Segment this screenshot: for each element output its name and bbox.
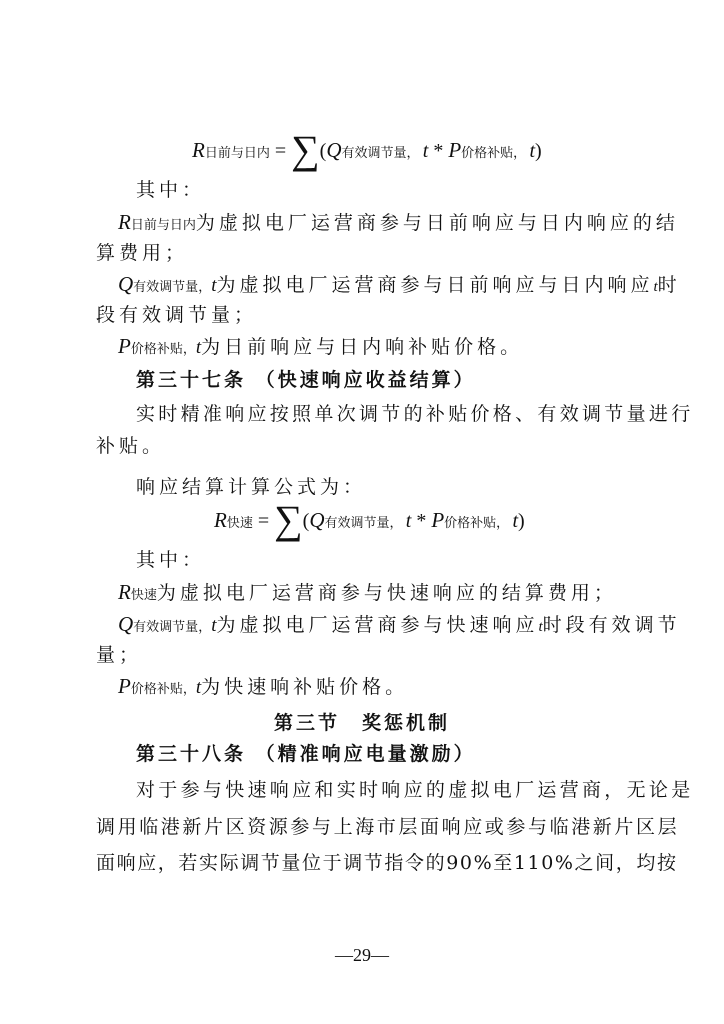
formula-q-var: Q — [309, 508, 325, 532]
def-var: Q — [118, 612, 134, 636]
close-paren: ) — [518, 510, 525, 532]
def-t-var: t — [195, 337, 202, 358]
paragraph-line: 面响应，若实际调节量位于调节指令的90%至110%之间，均按 — [96, 852, 678, 874]
def-text: 为虚拟电厂运营商参与快速响应的结算费用； — [156, 582, 617, 604]
def-subscript: 有效调节量 — [133, 280, 199, 295]
def-subscript: 价格补贴 — [130, 342, 183, 357]
formula-p-var: P — [431, 508, 445, 532]
definition-r-fast — [118, 580, 617, 608]
definition-q-effective — [118, 272, 681, 300]
paragraph-line: 对于参与快速响应和实时响应的虚拟电厂运营商，无论是 — [136, 779, 694, 801]
formula-p-var: P — [448, 138, 462, 162]
paragraph-line: 响应结算计算公式为： — [136, 476, 367, 498]
def-var: P — [118, 674, 131, 698]
def-t-var: t — [211, 275, 217, 296]
comma: ， — [198, 620, 212, 635]
def-subscript: 日前与日内 — [130, 218, 196, 233]
def-subscript: 有效调节量 — [133, 620, 199, 635]
def-text: 为虚拟电厂运营商参与日前响应与日内响应 — [216, 274, 654, 296]
formula-q-var: Q — [326, 138, 342, 162]
open-paren: ( — [319, 140, 327, 162]
def-text: 为虚拟电厂运营商参与快速响应 — [216, 614, 539, 636]
def-subscript: 价格补贴 — [130, 682, 183, 697]
def-text: 为日前响应与日内响补贴价格。 — [201, 336, 524, 358]
definition-continuation: 段有效调节量； — [96, 304, 258, 326]
formula-t-var: t — [422, 140, 429, 162]
section-heading: 第三节 奖惩机制 — [273, 712, 450, 734]
multiply-sign: * — [411, 510, 432, 532]
formula-lhs-var: R — [214, 508, 227, 532]
definition-continuation: 算费用； — [96, 242, 189, 264]
formula-p-subscript: 价格补贴 — [461, 145, 514, 160]
paragraph-line: 补贴。 — [96, 435, 166, 457]
formula-q-subscript: 有效调节量 — [341, 145, 407, 160]
def-subscript: 快速 — [130, 588, 157, 603]
formula-lhs-subscript: 日前与日内 — [204, 145, 270, 160]
definition-continuation: 量； — [96, 644, 143, 666]
sum-symbol: ∑ — [274, 497, 303, 542]
sum-symbol: ∑ — [291, 127, 320, 172]
formula-p-subscript: 价格补贴 — [444, 515, 497, 530]
formula-q-subscript: 有效调节量 — [324, 515, 390, 530]
formula-lhs-subscript: 快速 — [226, 515, 253, 530]
def-text: 为快速响补贴价格。 — [201, 676, 409, 698]
formula-fast-response — [214, 497, 525, 543]
definition-p-subsidy-fast — [118, 674, 408, 702]
def-text: 为虚拟电厂运营商参与日前响应与日内响应的结 — [195, 212, 679, 234]
equals-sign: = — [257, 510, 270, 532]
comma: ， — [182, 342, 196, 357]
equals-sign: = — [274, 140, 287, 162]
definition-r-day-ahead — [118, 210, 679, 238]
comma: ， — [182, 682, 196, 697]
comma: ， — [389, 515, 403, 530]
formula-day-ahead-intraday — [192, 127, 542, 173]
comma: ， — [406, 145, 420, 160]
formula-t-var: t — [529, 140, 535, 162]
paragraph-line: 调用临港新片区资源参与上海市层面响应或参与临港新片区层 — [96, 816, 680, 838]
label-qizhong: 其中： — [136, 549, 206, 571]
article-38-heading: 第三十八条 （精准响应电量激励） — [136, 743, 476, 765]
article-37-heading: 第三十七条 （快速响应收益结算） — [136, 369, 476, 391]
formula-t-var: t — [405, 510, 412, 532]
formula-lhs-var: R — [192, 138, 205, 162]
comma: ， — [513, 145, 527, 160]
def-t-inline: t — [653, 279, 658, 295]
comma: ， — [496, 515, 510, 530]
def-text: 时 — [657, 274, 681, 296]
def-var: Q — [118, 272, 134, 296]
def-t-var: t — [195, 677, 202, 698]
def-t-inline: t — [538, 619, 543, 635]
def-var: P — [118, 334, 131, 358]
formula-t-var: t — [512, 510, 518, 532]
close-paren: ) — [535, 140, 542, 162]
open-paren: ( — [302, 510, 310, 532]
def-text: 时段有效调节 — [542, 614, 681, 636]
def-t-var: t — [211, 615, 217, 636]
page-number: —29— — [335, 945, 389, 965]
def-var: R — [118, 580, 131, 604]
definition-p-subsidy — [118, 334, 523, 362]
definition-q-effective-fast — [118, 612, 681, 640]
comma: ， — [198, 280, 212, 295]
paragraph-line: 实时精准响应按照单次调节的补贴价格、有效调节量进行 — [136, 403, 694, 425]
multiply-sign: * — [428, 140, 449, 162]
label-qizhong: 其中： — [136, 179, 206, 201]
def-var: R — [118, 210, 131, 234]
